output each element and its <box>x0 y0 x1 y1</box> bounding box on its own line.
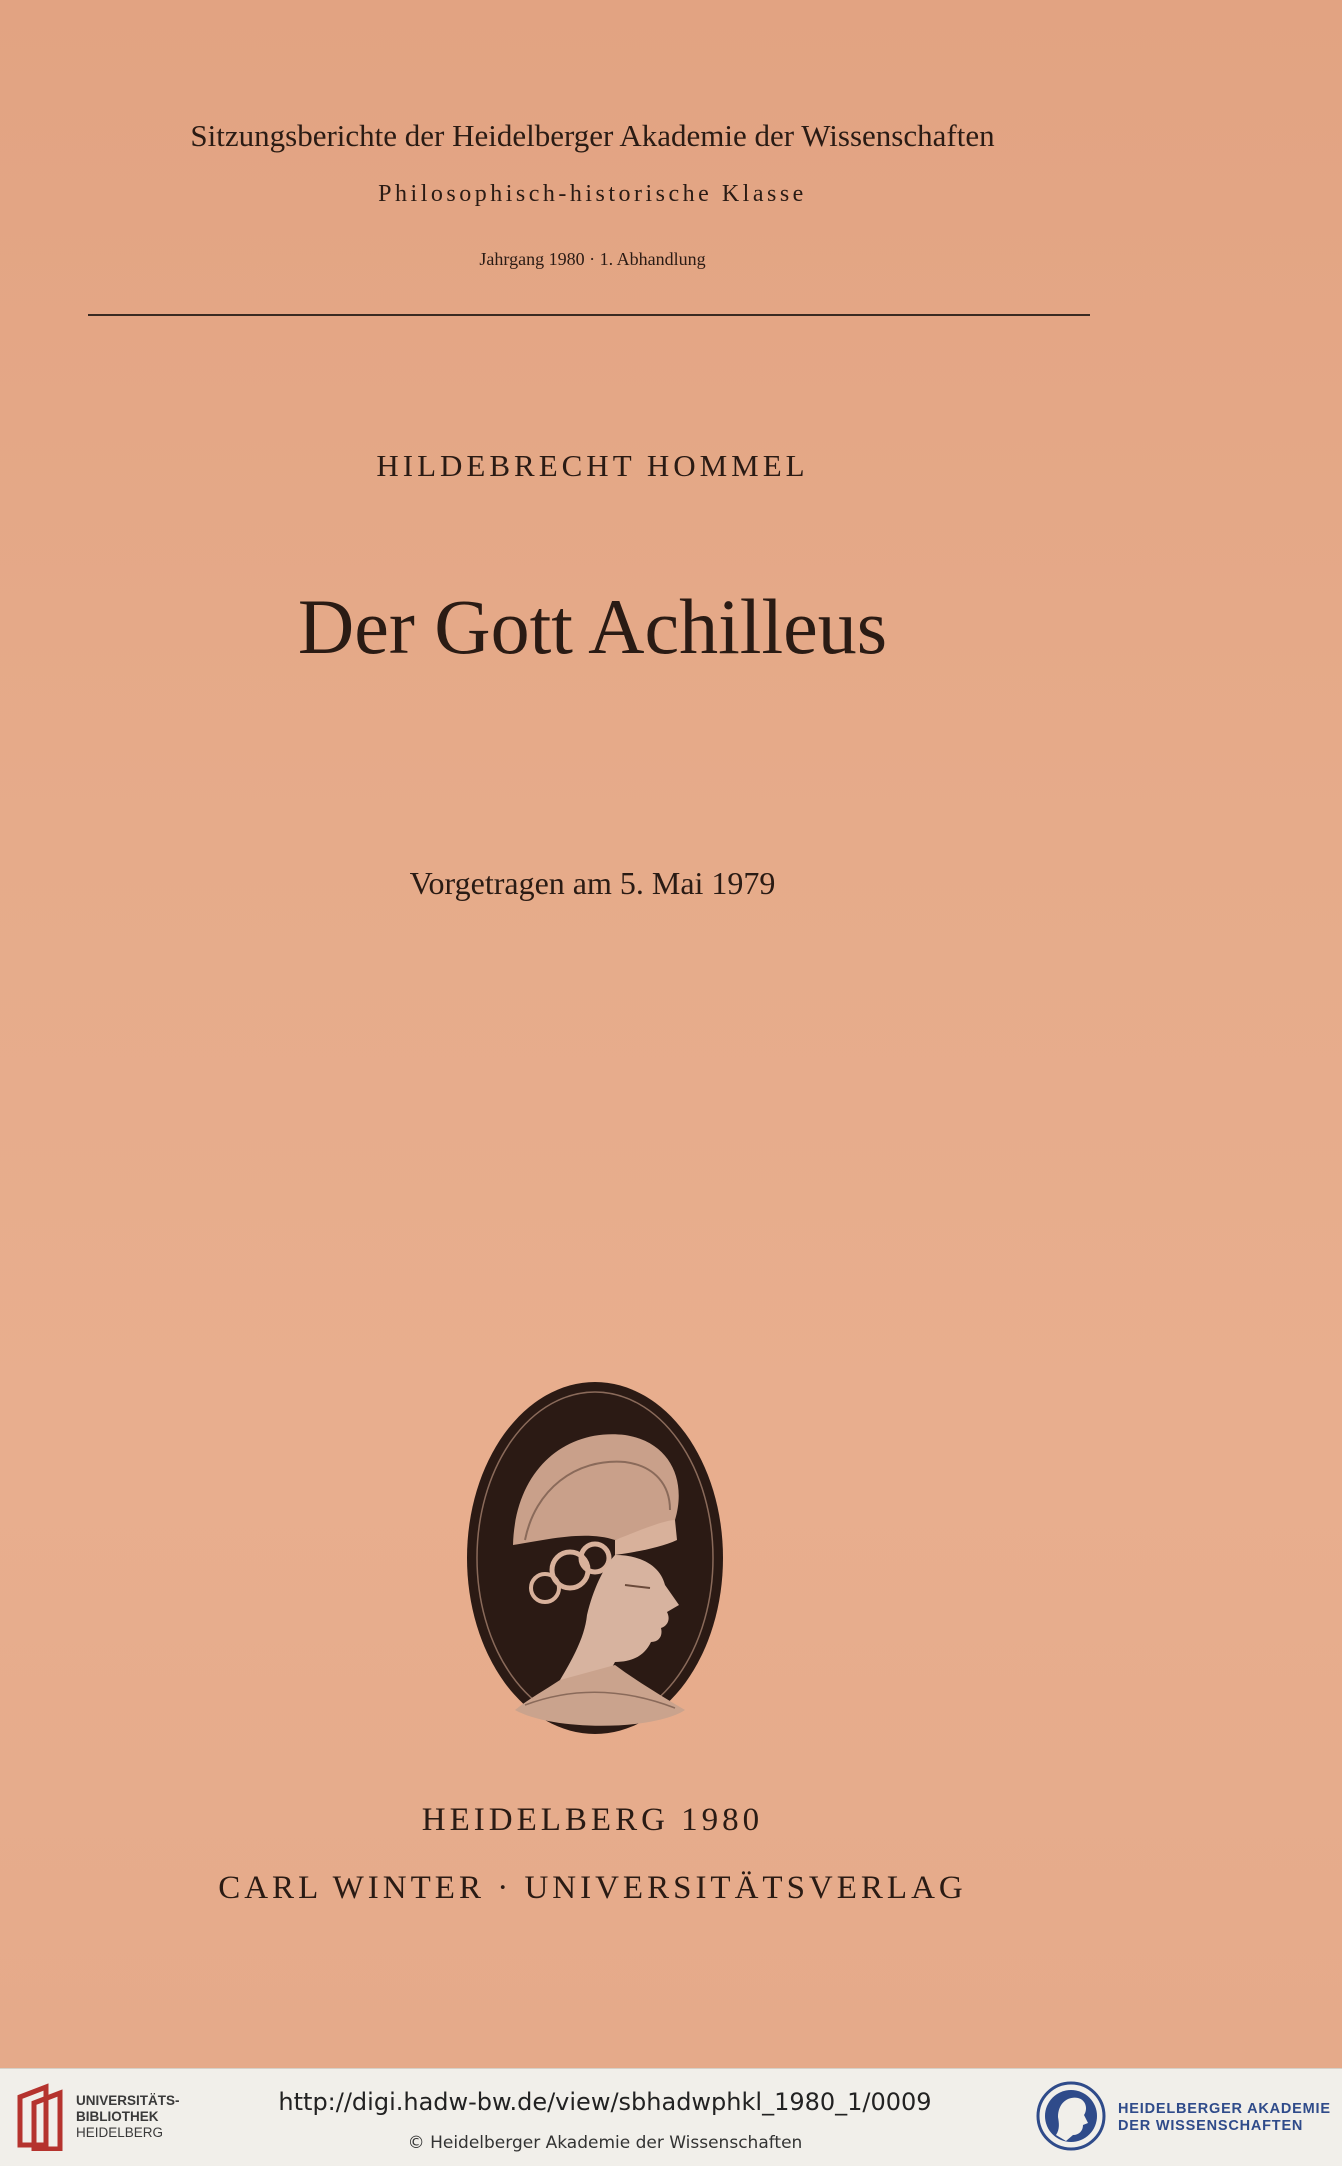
lecture-date: Vorgetragen am 5. Mai 1979 <box>409 865 776 901</box>
hadw-seal-icon <box>1036 2079 1106 2153</box>
source-url-link[interactable]: http://digi.hadw-bw.de/view/sbhadwphkl_1980_1/0009 <box>278 2088 932 2116</box>
copyright-notice: © Heidelberger Akademie der Wissenschaften <box>407 2133 803 2153</box>
volume-info: Jahrgang 1980 · 1. Abhandlung <box>479 249 706 269</box>
digitization-footer <box>0 2068 1342 2166</box>
series-title: Sitzungsberichte der Heidelberger Akademie der Wissenschaften <box>190 118 995 153</box>
place-year: HEIDELBERG 1980 <box>421 1802 764 1838</box>
publisher-name: CARL WINTER · UNIVERSITÄTSVERLAG <box>218 1870 967 1906</box>
header-divider <box>88 314 1090 316</box>
library-line-3: HEIDELBERG <box>76 2125 164 2140</box>
book-title: Der Gott Achilleus <box>297 583 888 670</box>
academy-line-1: HEIDELBERGER AKADEMIE <box>1118 2101 1331 2117</box>
academy-name <box>1118 2101 1331 2135</box>
author-name: HILDEBRECHT HOMMEL <box>376 448 809 483</box>
athena-helmet-cameo-icon <box>465 1380 725 1736</box>
ub-heidelberg-logo-icon <box>16 2083 66 2151</box>
library-line-2: BIBLIOTHEK <box>76 2109 159 2124</box>
class-subtitle: Philosophisch-historische Klasse <box>378 181 807 207</box>
library-line-1: UNIVERSITÄTS- <box>76 2093 180 2108</box>
library-name <box>76 2093 180 2141</box>
academy-line-2: DER WISSENSCHAFTEN <box>1118 2118 1304 2134</box>
